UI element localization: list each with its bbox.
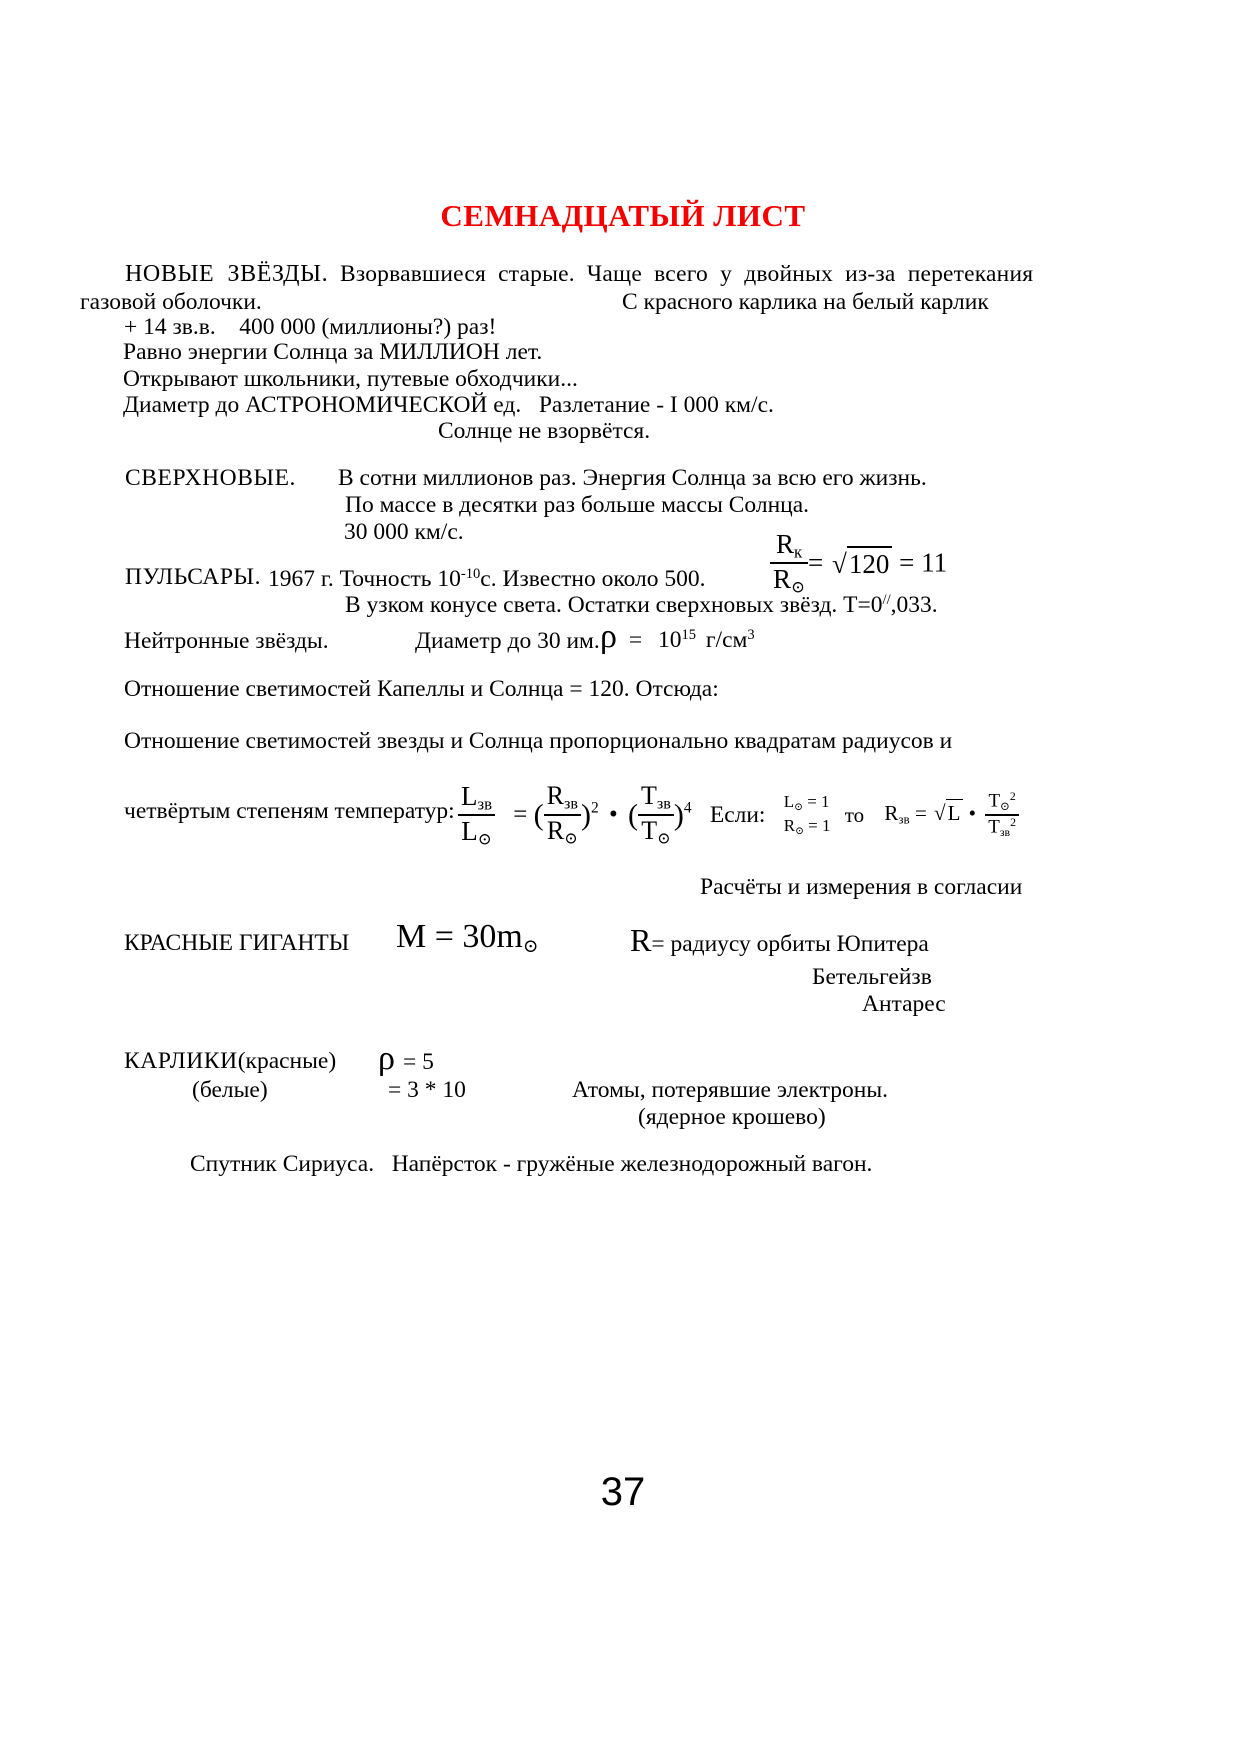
supernovae-line-2: По массе в десятки раз больше массы Солнца. <box>345 492 810 518</box>
lhs-denominator: $L_⊙$ <box>461 816 492 850</box>
star-betelgeuse: Бетельгейзв <box>812 964 932 990</box>
novae-line-1: Взорвавшиеся старые. Чаще всего у двойных из-за перетекания <box>340 261 1034 287</box>
if-label: Если: <box>709 801 766 828</box>
radius-denominator: $R_⊙$ <box>773 564 806 597</box>
page-title: СЕМНАДЦАТЫЙ ЛИСТ <box>440 198 806 233</box>
neutron-stars-label: Нейтронные звёзды. <box>124 628 329 654</box>
density-units: г/см <box>705 627 748 653</box>
rhs-expression: $R_{зв} = √L$ • $\frac{T_⊙^2}{T_{зв}^2}$ <box>870 801 1019 825</box>
agreement-note: Расчёты и измерения в согласии <box>700 874 1023 900</box>
temp-ratio-denominator: $T_⊙$ <box>641 816 671 848</box>
pulsars-line-1 <box>268 566 706 593</box>
density-base: 10 <box>657 627 682 653</box>
radius-ratio-numerator: $R_{зв}$ <box>544 782 581 816</box>
pulsars-line-1-a: 1967 г. Точность 10 <box>268 566 461 592</box>
temp-ratio-fraction <box>638 782 674 849</box>
sirius-companion-note: Спутник Сириуса. Напёрсток - гружёные железнодорожный вагон. <box>190 1151 873 1177</box>
rho-symbol-2: ρ <box>378 1040 395 1077</box>
condition-radius: $R_⊙ = 1$ <box>783 816 831 838</box>
pulsars-exponent: -10 <box>460 566 481 582</box>
dwarfs-heading-main: КАРЛИКИ <box>124 1048 238 1074</box>
novae-line-6: Диаметр до АСТРОНОМИЧЕСКОЙ ед. Разлетание - I 000 км/с. <box>123 392 774 418</box>
supernovae-heading: СВЕРХНОВЫЕ. <box>125 465 297 491</box>
radius-ratio-exponent: 2 <box>590 799 599 817</box>
dwarfs-red-density <box>378 1040 434 1078</box>
dwarfs-heading-tail: (красные) <box>237 1048 337 1074</box>
mass-sun-subscript: ⊙ <box>522 936 539 958</box>
paren-open-1: ( <box>533 798 544 832</box>
density-exponent: 15 <box>681 627 697 643</box>
novae-heading: НОВЫЕ ЗВЁЗДЫ. <box>125 261 329 287</box>
lhs-fraction <box>458 782 495 848</box>
dwarfs-heading <box>124 1048 336 1075</box>
dwarfs-nuclear-note: (ядерное крошево) <box>638 1104 826 1130</box>
novae-line-3: + 14 зв.в. 400 000 (миллионы?) раз! <box>124 314 497 340</box>
pulsars-line-2-text: В узком конусе света. Остатки сверхновых звёзд. T=0 <box>345 592 883 618</box>
luminosity-formula <box>458 782 1019 849</box>
radius-symbol: R <box>630 922 652 958</box>
radius-result: 11 <box>921 547 948 578</box>
condition-luminosity: $L_⊙ = 1$ <box>783 792 830 814</box>
formula-conditions <box>772 791 831 839</box>
paren-close-2: ) <box>673 798 684 832</box>
red-giants-mass-formula <box>396 918 539 958</box>
mass-symbol: M <box>396 918 427 955</box>
mass-value: 30m <box>462 918 523 955</box>
neutron-density-formula <box>600 618 755 656</box>
temp-ratio-exponent: 4 <box>683 799 692 817</box>
luminosity-ratio-capella: Отношение светимостей Капеллы и Солнца = 120. Отсюда: <box>124 676 719 702</box>
supernovae-line-1: В сотни миллионов раз. Энергия Солнца за всю его жизнь. <box>338 465 927 491</box>
rho-symbol: ρ <box>600 618 617 655</box>
density-equals: = <box>628 627 643 653</box>
novae-line-5: Открывают школьники, путевые обходчики... <box>123 366 578 392</box>
paren-open-2: ( <box>627 798 638 832</box>
radius-description: = радиусу орбиты Юпитера <box>651 931 929 957</box>
paren-close-1: ) <box>580 798 591 832</box>
pulsars-line-2-tail: ,033. <box>890 592 938 618</box>
then-label: то <box>844 802 865 827</box>
page-number: 37 <box>600 1470 646 1514</box>
radius-equals-1: = <box>808 547 824 578</box>
pulsars-line-1-b: с. Известно около 500. <box>480 566 706 592</box>
rhs-temp-fraction <box>981 791 1019 839</box>
rho-value: = 5 <box>402 1049 434 1075</box>
temp-ratio-numerator: $T_{зв}$ <box>638 782 674 816</box>
formula-equals: = <box>513 801 528 829</box>
rhs-temp-denominator: $T_{зв}^2$ <box>988 816 1016 840</box>
red-giants-heading: КРАСНЫЕ ГИГАНТЫ <box>124 930 350 956</box>
novae-line-4: Равно энергии Солнца за МИЛЛИОН лет. <box>123 339 543 365</box>
sqrt-icon: √120 <box>830 546 892 580</box>
red-giants-radius-formula <box>630 922 929 959</box>
novae-line-7: Солнце не взорвётся. <box>438 418 651 444</box>
big-formula-lead: четвёртым степеням температур: <box>124 798 455 824</box>
radius-ratio-denominator: $R_⊙$ <box>546 816 578 848</box>
novae-line-2-left: газовой оболочки. <box>80 289 262 315</box>
mass-equals: = <box>434 918 454 955</box>
star-antares: Антарес <box>862 991 946 1017</box>
sqrt-icon-2: √L <box>932 799 963 826</box>
radius-fraction <box>770 530 808 596</box>
dwarfs-white-label: (белые) <box>192 1077 268 1103</box>
radius-ratio-fraction <box>544 782 581 849</box>
pulsar-radius-formula <box>770 530 947 596</box>
rhs-temp-numerator: $T_⊙^2$ <box>985 791 1019 816</box>
neutron-diameter: Диаметр до 30 им. <box>415 628 600 654</box>
novae-line-2-right: С красного карлика на белый карлик <box>622 289 989 315</box>
radius-numerator: $R_к$ <box>770 530 808 564</box>
pulsars-heading: ПУЛЬСАРЫ. <box>125 564 262 590</box>
arcsecond-icon: // <box>882 592 891 608</box>
luminosity-ratio-statement: Отношение светимостей звезды и Солнца пропорционально квадратам радиусов и <box>124 728 953 754</box>
dwarfs-white-density: = 3 * 10 <box>388 1077 466 1103</box>
supernovae-line-3: 30 000 км/с. <box>344 519 464 545</box>
lhs-numerator: $L_{зв}$ <box>458 782 495 816</box>
multiply-dot-1: • <box>608 801 618 829</box>
dwarfs-atoms-note: Атомы, потерявшие электроны. <box>572 1077 889 1103</box>
radius-equals-2: = <box>899 547 915 578</box>
density-units-exponent: 3 <box>747 627 755 643</box>
